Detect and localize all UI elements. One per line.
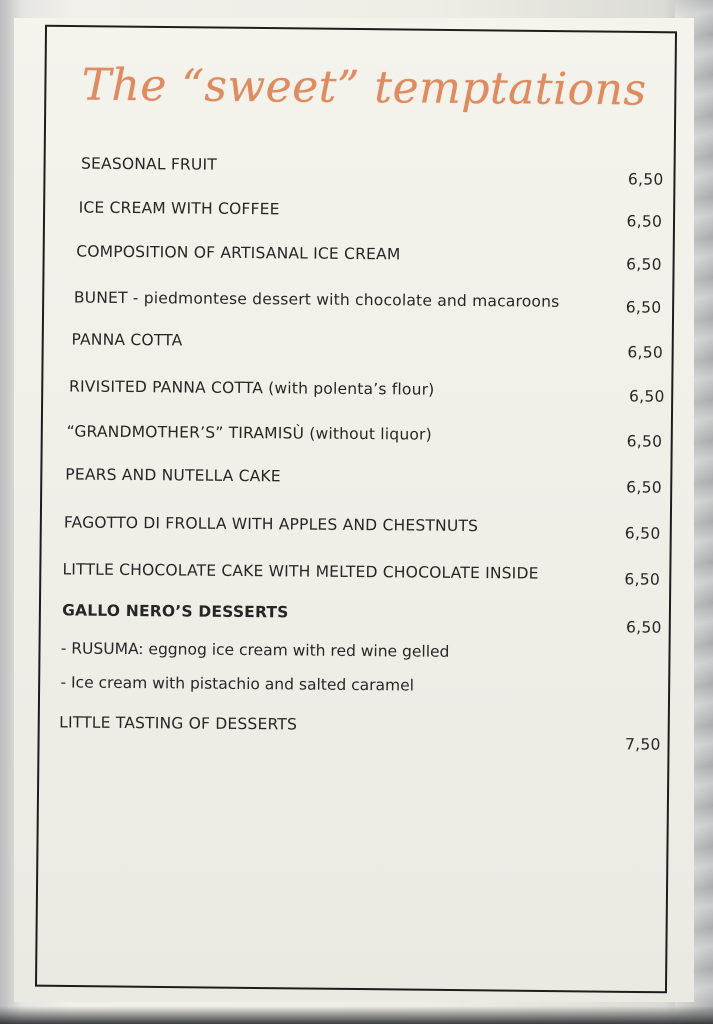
- gallo-nero-subitem: - Ice cream with pistachio and salted caramel: [60, 673, 415, 695]
- menu-item-price: 6,50: [626, 432, 663, 451]
- table-edge-shadow: [0, 1006, 713, 1024]
- menu-item-name: COMPOSITION OF ARTISANAL ICE CREAM: [76, 242, 401, 264]
- menu-item-price: 6,50: [626, 212, 663, 231]
- menu-item-name: SEASONAL FRUIT: [80, 154, 218, 174]
- menu-title: The “sweet” temptations: [81, 59, 647, 116]
- menu-item-name: RIVISITED PANNA COTTA (with polenta’s flour): [69, 377, 435, 399]
- menu-item-price: 6,50: [626, 478, 663, 497]
- menu-item-price: 6,50: [624, 524, 661, 543]
- gallo-nero-desserts-heading: GALLO NERO’S DESSERTS: [62, 601, 289, 622]
- menu-item-price: 6,50: [627, 343, 664, 362]
- menu-item-price: 7,50: [624, 735, 661, 754]
- menu-item-price: 6,50: [628, 387, 665, 406]
- menu-item-name: LITTLE CHOCOLATE CAKE WITH MELTED CHOCOLATE INSIDE: [62, 560, 539, 583]
- menu-item-name: BUNET - piedmontese dessert with chocolate and macaroons: [73, 288, 560, 311]
- menu-item-name: ICE CREAM WITH COFFEE: [78, 198, 280, 219]
- menu-item-price: 6,50: [626, 255, 662, 274]
- menu-item-name: FAGOTTO DI FROLLA WITH APPLES AND CHESTNUTS: [63, 513, 479, 536]
- menu-item-name: PANNA COTTA: [71, 330, 183, 350]
- gallo-nero-subitem: - RUSUMA: eggnog ice cream with red wine gelled: [60, 639, 450, 661]
- menu-item-name: LITTLE TASTING OF DESSERTS: [59, 713, 298, 734]
- menu-item-price: 6,50: [624, 570, 661, 589]
- menu-item-name: “GRANDMOTHER’S” TIRAMISÙ (without liquor): [66, 422, 432, 444]
- gallo-nero-desserts-price: 6,50: [625, 618, 662, 637]
- menu-item-price: 6,50: [627, 170, 664, 189]
- menu-item-name: PEARS AND NUTELLA CAKE: [65, 465, 281, 486]
- menu-item-price: 6,50: [625, 298, 662, 317]
